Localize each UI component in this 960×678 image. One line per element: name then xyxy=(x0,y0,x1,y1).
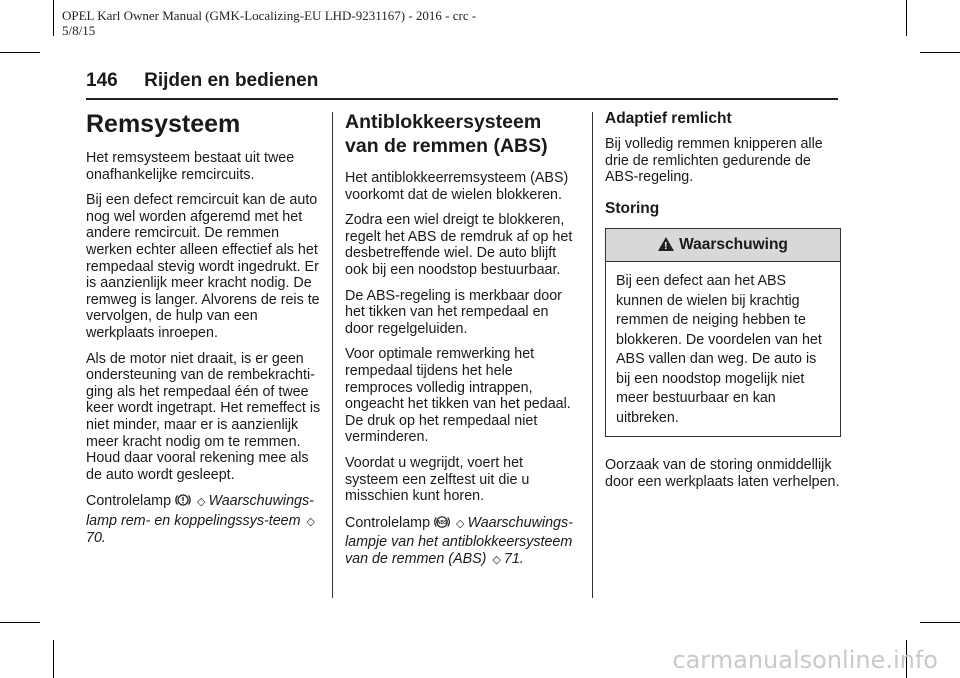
crop-mark xyxy=(0,622,40,623)
paragraph: Oorzaak van de storing onmiddellijk door een werkplaats laten verhelpen. xyxy=(605,457,840,490)
heading-abs: Antiblokkeersysteem van de remmen (ABS) xyxy=(345,111,548,157)
paragraph: Het antiblokkeerremsysteem (ABS) voorkomt dat de wielen blokkeren. xyxy=(345,170,569,203)
paragraph: Voor optimale remwerking het rempedaal tijdens het hele remproces volledig intrappen, ongeacht het tikken van het pedaal. De druk op het rempedaal niet verminderen. xyxy=(345,346,571,446)
paragraph: Voordat u wegrijdt, voert het systeem een zelftest uit die u misschien kunt horen. xyxy=(345,454,530,505)
paragraph: Het remsysteem bestaat uit twee onafhankelijke remcircuits. xyxy=(86,150,295,183)
warning-header xyxy=(606,229,840,263)
brake-warning-icon xyxy=(175,492,191,513)
control-lamp-paragraph xyxy=(345,514,580,569)
warning-text: Bij een defect aan het ABS kunnen de wielen bij krachtig remmen de neiging hebben te blokkeren. De voordelen van het ABS vallen dan weg. De auto is bij een noodstop mogelijk niet meer bestuurbaar en kan uitbreken. xyxy=(616,273,822,426)
crop-mark xyxy=(53,0,54,36)
column-2 xyxy=(345,110,580,577)
reference-arrow-icon: ◇ xyxy=(456,517,465,530)
heading-adaptief-remlicht: Adaptief remlicht xyxy=(605,110,732,127)
column-1 xyxy=(86,110,324,556)
control-lamp-paragraph xyxy=(86,492,324,547)
reference-link-brake-lamp[interactable]: Waarschuwings-lamp rem- en koppelingssys-teem xyxy=(86,493,314,529)
heading-remsysteem: Remsysteem xyxy=(86,110,241,138)
paragraph: Bij een defect remcircuit kan de auto nog wel worden afgeremd met het andere remcircuit. De remmen werken echter alleen effectief als het rempedaal stevig wordt ingedrukt. Er is aanzienlijk meer kracht nodig. De remweg is langer. Alvorens de reis te vervolgen, de hulp van een werkplaats inroepen. xyxy=(86,192,320,341)
column-divider xyxy=(592,112,593,598)
crop-mark xyxy=(920,622,960,623)
reference-arrow-icon: ◇ xyxy=(306,515,315,528)
warning-title: Waarschuwing xyxy=(679,235,788,253)
paragraph: Zodra een wiel dreigt te blokkeren, regelt het ABS de remdruk af op het desbetreffende wiel. De auto blijft ook bij een noodstop bestuurbaar. xyxy=(345,212,573,278)
page-number: 146 xyxy=(86,70,118,91)
paragraph: Als de motor niet draait, is er geen ondersteuning van de rembekrachti-ging als het rempedaal één of twee keer wordt ingetrapt. Het remeffect is niet minder, maar er is aanzienlijk meer kracht nodig om te remmen. Houd daar vooral rekening mee als de auto wordt gesleept. xyxy=(86,350,321,483)
reference-arrow-icon: ◇ xyxy=(197,496,206,509)
crop-mark xyxy=(906,0,907,36)
header-rule xyxy=(86,98,838,100)
crop-mark xyxy=(53,640,54,678)
heading-storing: Storing xyxy=(605,199,660,217)
paragraph: De ABS-regeling is merkbaar door het tikken van het rempedaal en door regelgeluiden. xyxy=(345,287,562,337)
column-divider xyxy=(332,112,333,598)
reference-arrow-icon: ◇ xyxy=(492,553,501,566)
crop-mark xyxy=(920,52,960,53)
column-3 xyxy=(605,110,841,500)
warning-triangle-icon xyxy=(658,237,674,251)
paragraph: Bij volledig remmen knipperen alle drie de remlichten gedurende de ABS-regeling. xyxy=(605,136,823,186)
reference-page[interactable]: 71. xyxy=(503,550,524,567)
document-header-line2: 5/8/15 xyxy=(62,23,96,38)
document-header-line1: OPEL Karl Owner Manual (GMK-Localizing-EU LHD-9231167) - 2016 - crc - xyxy=(62,8,477,23)
control-lamp-label: Controlelamp xyxy=(86,493,172,510)
page-heading xyxy=(86,70,838,92)
abs-icon xyxy=(434,514,450,535)
crop-mark xyxy=(0,52,40,53)
warning-box xyxy=(605,228,841,438)
section-title: Rijden en bedienen xyxy=(144,70,319,91)
watermark: carmanualsonline.info xyxy=(672,646,938,674)
reference-link-abs-lamp[interactable]: Waarschuwings-lampje van het antiblokkeersysteem van de remmen (ABS) xyxy=(345,514,573,567)
control-lamp-label: Controlelamp xyxy=(345,514,431,531)
svg-text:ABS: ABS xyxy=(436,519,448,526)
document-header xyxy=(62,8,522,38)
reference-page[interactable]: 70. xyxy=(86,530,106,547)
